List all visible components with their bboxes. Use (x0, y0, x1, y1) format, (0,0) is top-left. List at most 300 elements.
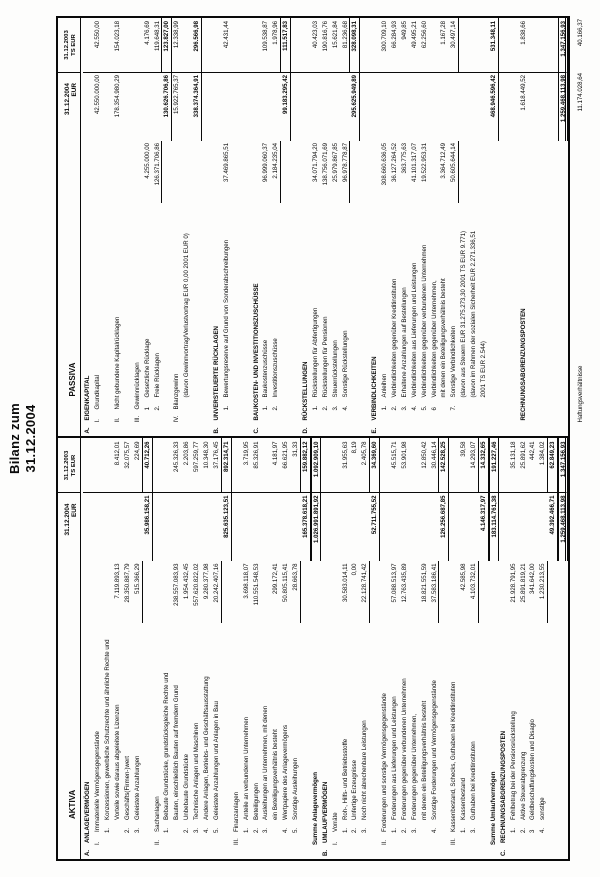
balance-row (331, 18, 341, 437)
row-text: Wertpapiere des Anlagevermögens (282, 724, 290, 820)
cell-2004-sum (192, 494, 202, 562)
row-index: III. (450, 838, 458, 845)
row-label (133, 203, 143, 437)
row-label (390, 624, 400, 860)
balance-row (162, 18, 172, 437)
row-text: EIGENKAPITAL (84, 375, 92, 421)
title-line1: Bilanz zum (7, 403, 22, 474)
row-label (390, 203, 400, 437)
row-label (528, 624, 538, 860)
row-index: 2. (400, 827, 408, 833)
cell-2004-detail: 308.660.636,05 (381, 143, 389, 186)
row-label (489, 203, 499, 437)
cell-2004-sum (430, 73, 440, 141)
balance-row (261, 439, 271, 860)
cell-2004-sum: 4.146.317,97 (479, 494, 489, 562)
cell-2003 (528, 18, 538, 73)
row-text: Geleistete Anzahlungen und Anlagen in Bau (212, 701, 220, 820)
row-index: 5. (212, 827, 220, 833)
ts-eur-label: TS EUR (71, 34, 78, 56)
balance-row (172, 439, 182, 860)
row-index (479, 846, 489, 859)
row-index: I. (94, 419, 102, 423)
row-index: 1. (104, 827, 112, 833)
cell-2004-detail: 299.172,41 (272, 563, 280, 594)
row-text: Noch nicht abrechenbare Leistungen (361, 720, 369, 820)
row-index: II. (114, 417, 122, 423)
row-index: 2. (183, 827, 191, 833)
cell-2003: 154.023,18 (113, 18, 123, 73)
cell-2003 (83, 18, 93, 73)
row-text: Finanzanlagen (232, 792, 240, 832)
row-label (519, 203, 529, 437)
row-label (271, 624, 281, 860)
balance-row (479, 18, 489, 437)
row-index: 4. (410, 405, 418, 411)
cell-2004-detail: 138.756.071,69 (321, 143, 329, 186)
row-text: Aktive Steuerabgrenzung (519, 751, 527, 820)
cell-2004-detail (103, 562, 113, 624)
cell-2003: 30.497,14 (449, 18, 459, 73)
cell-2003: 4.176,69 (143, 18, 153, 73)
cell-2003: 12.850,42 (420, 439, 430, 494)
row-text: Geschäfts(Firmen-)wert (123, 756, 131, 820)
cell-2004-sum (410, 73, 420, 141)
cell-2004-detail: 557.620.822,02 (193, 563, 201, 606)
row-text: Roh-, Hilfs- und Betriebsstoffe (341, 738, 349, 820)
balance-row (242, 439, 252, 860)
balance-row (113, 18, 123, 437)
row-label (449, 624, 459, 860)
row-label (430, 624, 440, 860)
year-2003-label: 31.12.2003 (64, 30, 70, 60)
cell-2004-sum (252, 494, 262, 562)
row-index (360, 424, 370, 437)
contingent-liabilities-row (576, 16, 585, 861)
row-text: Steuerrückstellungen (331, 340, 339, 398)
row-label (538, 624, 548, 860)
cell-2003: 66.621,95 (281, 439, 291, 494)
cell-2004-sum (519, 494, 529, 562)
cell-2004-detail: 20.242.407,16 (212, 562, 222, 624)
balance-row (321, 18, 331, 437)
balance-row (331, 439, 341, 860)
balance-row (558, 439, 568, 860)
cell-2004-sum (93, 494, 103, 562)
cell-2004-sum: 126.256.687,85 (439, 494, 449, 562)
cell-2003: 25.891,62 (519, 439, 529, 494)
row-label (242, 624, 252, 860)
passiva-heading: PASSIVA (68, 362, 77, 397)
row-label (548, 203, 558, 437)
cell-2004-detail: 515.366,29 (133, 562, 143, 624)
balance-row (350, 18, 360, 437)
cell-2004-detail (469, 141, 479, 203)
cell-2004-sum (469, 73, 479, 141)
row-index: 1. (262, 405, 270, 411)
cell-2004-sum (380, 73, 390, 141)
row-text: Anleihen (381, 373, 389, 398)
row-label (459, 203, 469, 437)
cell-2004-sum (143, 73, 153, 141)
cell-2004-detail: 42.585,98 (460, 563, 468, 591)
row-label (123, 624, 133, 860)
cell-2004-sum (528, 73, 538, 141)
cell-2004-detail: 1.954.432,45 (183, 563, 191, 600)
cell-2004-sum (271, 73, 281, 141)
row-label (311, 203, 321, 437)
balance-row (538, 439, 548, 860)
cell-2004-sum (113, 494, 123, 562)
cell-2003 (123, 18, 133, 73)
row-index: I. (94, 841, 102, 845)
balance-row (261, 18, 271, 437)
balance-row (281, 439, 291, 860)
row-label (469, 624, 479, 860)
row-text: Vorräte (331, 812, 339, 832)
cell-2004-detail (123, 141, 133, 203)
cell-2004-sum: 49.392.466,71 (548, 494, 558, 562)
row-text: Guthaben bei Kreditinstituten (470, 741, 478, 820)
row-index: 1. (311, 405, 319, 411)
cell-2004-detail: 96.999.060,37 (262, 143, 270, 182)
row-index (281, 424, 291, 437)
cell-2004-detail (538, 141, 548, 203)
row-text: RÜCKSTELLUNGEN (301, 361, 309, 421)
cell-2004-detail: 19.522.953,31 (420, 143, 428, 182)
cell-2003: 597.259,77 (192, 439, 202, 494)
cell-2003: 142.528,25 (439, 439, 449, 494)
row-index: 1. (390, 827, 398, 833)
cell-2003: 12.338,99 (172, 18, 182, 73)
cell-2004-sum (469, 494, 479, 562)
row-label (509, 624, 519, 860)
balance-row (311, 18, 321, 437)
cell-2003 (162, 439, 172, 494)
cell-2003: 1.347.156,93 (558, 18, 568, 73)
row-index (548, 846, 558, 859)
cell-2003 (212, 18, 222, 73)
cell-2004-sum (390, 73, 400, 141)
cell-2004-sum (103, 494, 113, 562)
cell-2004-sum (400, 73, 410, 141)
cell-2003: 1.092.909,10 (311, 439, 321, 494)
cell-2004-detail (380, 562, 390, 624)
cell-2004-detail: 37.469.865,51 (222, 143, 230, 182)
balance-row (469, 18, 479, 437)
balance-row (222, 439, 232, 860)
cell-2004-detail (370, 141, 380, 203)
row-index: 1. (163, 827, 171, 833)
row-text: Summe Umlaufvermögen (489, 771, 497, 845)
row-label (103, 624, 113, 860)
row-index: 1 (143, 407, 151, 411)
row-label (350, 203, 360, 437)
row-index: 2. (153, 405, 161, 411)
row-text: VERBINDLICHKEITEN (371, 356, 379, 421)
row-label (153, 203, 163, 437)
row-index: 2. (321, 405, 329, 411)
cell-2004-detail (232, 562, 242, 624)
cell-2004-detail: 0,00 (351, 563, 359, 576)
footer-detail-cell (576, 139, 585, 201)
cell-2003: 442,41 (528, 439, 538, 494)
cell-2004-sum (341, 494, 351, 562)
row-label (143, 624, 153, 860)
cell-2004-detail (360, 141, 370, 203)
row-text: Sonstige Ausleihungen (292, 757, 300, 820)
row-label (133, 624, 143, 860)
cell-2003: 1.384,02 (538, 439, 548, 494)
row-text: Forderungen gegenüber verbundenen Unternehmen (400, 678, 408, 820)
cell-2004-detail (499, 562, 509, 624)
cell-2004-sum (182, 494, 192, 562)
balance-row (143, 18, 153, 437)
row-index (103, 424, 113, 437)
balance-row (252, 439, 262, 860)
cell-2003 (291, 18, 301, 73)
row-label (430, 203, 440, 437)
year-2003-label: 31.12.2003 (64, 450, 70, 481)
balance-row (459, 18, 469, 437)
row-index: 5. (420, 405, 428, 411)
cell-2003: 32.075,57 (123, 439, 133, 494)
row-text: (davon Gewinnvortrag/Verlustvortrag EUR 0,00 2001 EUR 0) (183, 233, 191, 398)
cell-2004-sum (479, 73, 489, 141)
cell-2003: 159.882,12 (301, 439, 311, 494)
row-text: RECHNUNGSABGRENZUNGSPOSTEN (499, 730, 507, 843)
cell-2004-sum: 178.354.980,29 (114, 75, 122, 118)
row-index: 1. (222, 405, 230, 411)
row-index: 1. (341, 827, 349, 833)
cell-2004-detail: 126.371.706,86 (153, 141, 163, 203)
row-label (558, 203, 568, 437)
row-text: UMLAUFVERMÖGEN (321, 781, 329, 843)
balance-row (93, 18, 103, 437)
cell-2003: 300.709,10 (380, 18, 390, 73)
row-label (479, 624, 489, 860)
cell-2004-sum (182, 73, 192, 141)
balance-row (370, 18, 380, 437)
row-index (489, 424, 499, 437)
row-label (380, 624, 390, 860)
spacer-row (528, 18, 538, 437)
cell-2004-detail: 2.184.235,04 (271, 141, 281, 203)
cell-2004-sum (499, 494, 509, 562)
balance-row (113, 439, 123, 860)
balance-row (143, 439, 153, 860)
row-text: Sonstige Forderungen und Vermögensgegenstände (430, 680, 438, 820)
cell-2003 (252, 18, 262, 73)
row-label (202, 624, 212, 860)
spacer-row (360, 18, 370, 437)
contingent-liabilities-label: Haftungsverhältnisse (577, 365, 584, 423)
row-label (331, 624, 341, 860)
row-index (232, 424, 242, 437)
row-text: Bebaute Grundstücke, grundstücksgleiche Rechte und (163, 672, 171, 820)
row-text: ANLAGEVERMÖGEN (84, 781, 92, 843)
row-label (439, 624, 449, 860)
row-label (499, 203, 509, 437)
row-label (528, 203, 538, 437)
footer-2003-value: 40.166,37 (577, 19, 584, 47)
balance-row (172, 18, 182, 437)
row-index (558, 846, 568, 859)
cell-2004-sum (538, 494, 548, 562)
cell-2004-detail: 25.891.819,21 (519, 563, 527, 603)
row-text: 2001 TS EUR 2.544) (479, 341, 487, 398)
cell-2004-sum: 42.550.000,00 (94, 75, 102, 114)
row-text: ein Beteiligungsverhältnis besteht (272, 729, 280, 820)
cell-2004-sum (420, 73, 430, 141)
row-label (202, 203, 212, 437)
row-label (252, 624, 262, 860)
cell-2003: 62.849,23 (548, 439, 558, 494)
cell-2004-detail (331, 562, 341, 624)
balance-row (182, 439, 192, 860)
balance-row (499, 439, 509, 860)
balance-row (103, 439, 113, 860)
cell-2004-detail (439, 562, 449, 624)
balance-row (558, 18, 568, 437)
cell-2004-sum (172, 494, 182, 562)
balance-row (519, 18, 529, 437)
cell-2003: 31.955,63 (341, 439, 351, 494)
cell-2004-detail (162, 141, 172, 203)
row-label (331, 203, 341, 437)
cell-2003: 37.176,45 (212, 439, 222, 494)
row-index: 3. (133, 827, 141, 833)
cell-2003 (242, 18, 252, 73)
cell-2003: 1.978,96 (271, 18, 281, 73)
cell-2004-detail: 4.103.732,01 (469, 562, 479, 624)
cell-2004-sum: 183.114.761,38 (489, 494, 499, 562)
cell-2003 (509, 18, 519, 73)
cell-2003: 8,19 (350, 439, 360, 494)
cell-2004-sum (252, 73, 262, 141)
balance-row (360, 439, 370, 860)
cell-2004-detail (410, 562, 420, 624)
row-index (519, 421, 529, 434)
balance-row (232, 439, 242, 860)
row-index: 2. (351, 827, 359, 833)
row-index: 2. (252, 827, 260, 833)
cell-2004-sum (123, 73, 133, 141)
row-text: Baukostenzuschüsse (262, 339, 270, 398)
balance-row (410, 439, 420, 860)
row-label (83, 203, 93, 437)
cell-2003: 190.816,76 (321, 18, 331, 73)
balance-row (212, 18, 222, 437)
cell-2004-detail (93, 141, 103, 203)
cell-2004-sum (321, 73, 331, 141)
row-index (558, 424, 568, 437)
row-label (271, 203, 281, 437)
cell-2003 (301, 18, 311, 73)
cell-2003: 111.517,83 (281, 18, 291, 73)
row-text: Kassenbestand, Schecks, Guthaben bei Kreditinstituten (450, 681, 458, 832)
cell-2003: 1.838,66 (519, 18, 529, 73)
row-index: 1. (381, 405, 389, 411)
row-text: Geldbeschaffungskosten und Disagio (529, 719, 537, 820)
cell-2003: 66.284,93 (390, 18, 400, 73)
passiva-col-2003-header (58, 18, 80, 73)
cell-2003: 2.405,78 (360, 439, 370, 494)
row-index: 1. (509, 827, 517, 833)
row-text: Verbindlichkeiten aus Lieferungen und Leistungen (410, 262, 418, 398)
row-index: IV. (173, 415, 181, 423)
balance-row (449, 439, 459, 860)
cell-2004-detail (479, 562, 489, 624)
cell-2004-sum (153, 73, 163, 141)
cell-2004-detail: 9.280.377,98 (203, 563, 211, 600)
eur-label: EUR (71, 83, 79, 97)
cell-2004-detail: 341.642,00 (529, 563, 537, 594)
row-index: 1. (242, 827, 250, 833)
balance-row (400, 439, 410, 860)
row-label (222, 624, 232, 860)
balance-row (528, 439, 538, 860)
cell-2004-detail (509, 141, 519, 203)
cell-2004-detail: 36.127.264,52 (390, 143, 398, 182)
cell-2003: 245.326,33 (172, 439, 182, 494)
row-index (370, 846, 380, 859)
cell-2004-sum (390, 494, 400, 562)
row-index: 3. (331, 405, 339, 411)
row-text: Beteiligungen (252, 783, 260, 820)
cell-2003: 40.423,03 (311, 18, 321, 73)
row-label (410, 624, 420, 860)
balance-row (439, 439, 449, 860)
cell-2004-sum (350, 494, 360, 562)
cell-2004-detail: 28.663,78 (291, 562, 301, 624)
balance-row (341, 439, 351, 860)
cell-2004-detail (479, 141, 489, 203)
row-index (528, 424, 538, 437)
cell-2004-detail (261, 562, 271, 624)
spacer-row (202, 18, 212, 437)
cell-2004-detail (321, 562, 331, 624)
balance-row (222, 18, 232, 437)
cell-2004-detail: 7.119.893,13 (114, 563, 122, 599)
cell-2003: 109.538,87 (261, 18, 271, 73)
cell-2004-detail (301, 141, 311, 203)
row-index: III. (133, 415, 141, 423)
cell-2004-detail: 12.763.435,89 (400, 563, 408, 603)
row-text: Forderungen gegenüber Unternehmen, (410, 713, 418, 820)
aktiva-col-2003-header (58, 439, 80, 494)
row-label (113, 624, 123, 860)
row-index: A. (84, 427, 92, 434)
spacer-row (538, 18, 548, 437)
cell-2004-detail: 50.805.115,41 (282, 563, 290, 603)
cell-2003: 1.347.156,93 (558, 439, 568, 494)
row-label (93, 203, 103, 437)
cell-2004-detail (222, 562, 232, 624)
cell-2004-detail (172, 141, 182, 203)
balance-row (341, 18, 351, 437)
row-label (439, 203, 449, 437)
row-label (370, 203, 380, 437)
row-text: mit denen ein Beteiligungsverhältnis besteht (420, 700, 428, 820)
cell-2003: 119.648,31 (153, 18, 163, 73)
row-index (538, 424, 548, 437)
cell-2003 (232, 18, 242, 73)
cell-2003: 14.332,65 (479, 439, 489, 494)
cell-2004-detail: 41.101.317,07 (410, 143, 418, 182)
cell-2003: 49.495,21 (410, 18, 420, 73)
cell-2004-detail: 1.230.213,55 (538, 562, 548, 624)
